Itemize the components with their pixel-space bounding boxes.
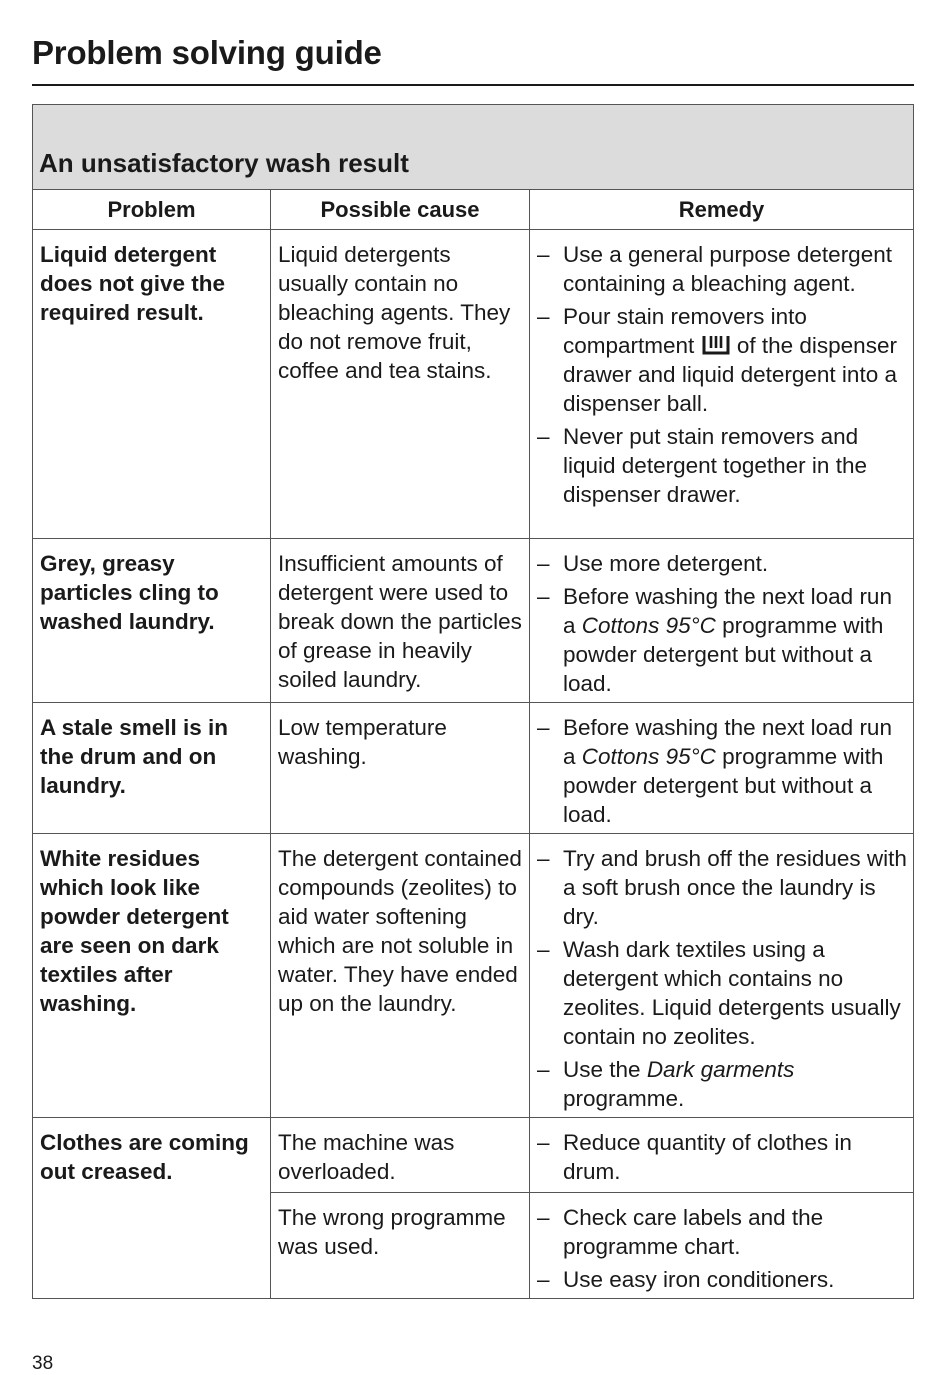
page-title: Problem solving guide [32,34,382,71]
remedy-cell [530,703,914,834]
problem-cell: Clothes are coming out creased. [33,1118,271,1299]
remedy-item [537,713,907,829]
cause-cell: Liquid detergents usually contain no bleaching agents. They do not remove fruit, coffee and tea stains. [271,230,530,539]
remedy-item: – Use more detergent. [537,549,907,578]
remedy-item: – Check care labels and the programme chart. [537,1203,907,1261]
remedy-cell [530,539,914,703]
cause-cell: The machine was overloaded. [271,1118,530,1193]
table-row [33,539,914,703]
column-header-cause: Possible cause [271,190,530,230]
remedy-text: programme with powder detergent but without a load. [563,744,884,827]
title-divider [32,84,914,86]
remedy-cell [530,834,914,1118]
cause-cell: The detergent contained compounds (zeolites) to aid water softening which are not soluble in water. They have ended up on the laundry. [271,834,530,1118]
problem-cell: White residues which look like powder detergent are seen on dark textiles after washing. [33,834,271,1118]
problem-cell: A stale smell is in the drum and on laundry. [33,703,271,834]
remedy-item: – Reduce quantity of clothes in drum. [537,1128,907,1186]
section-title: An unsatisfactory wash result [39,148,409,178]
section-header [33,105,914,190]
column-header-remedy: Remedy [530,190,914,230]
table-row [33,703,914,834]
remedy-text: programme. [563,1086,685,1111]
remedy-item: – Use a general purpose detergent containing a bleaching agent. [537,240,907,298]
cause-cell: Insufficient amounts of detergent were used to break down the particles of grease in heavily soiled laundry. [271,539,530,703]
page-number: 38 [32,1353,54,1374]
remedy-text: Before washing the next load run a [563,584,892,638]
table-row [33,1118,914,1193]
programme-name: Dark garments [646,1057,795,1082]
remedy-text: Before washing the next load run a [563,715,892,769]
programme-name: Cottons 95°C [581,613,716,638]
remedy-item [537,582,907,698]
cause-cell: The wrong programme was used. [271,1193,530,1299]
remedy-text: Pour stain removers into compartment [563,304,807,358]
problem-solving-table [32,104,914,1299]
problem-cell: Liquid detergent does not give the required result. [33,230,271,539]
cause-cell: Low temperature washing. [271,703,530,834]
remedy-cell [530,1118,914,1193]
remedy-item: – Never put stain removers and liquid detergent together in the dispenser drawer. [537,422,907,509]
problem-cell: Grey, greasy particles cling to washed laundry. [33,539,271,703]
remedy-cell [530,1193,914,1299]
remedy-text: Use the [563,1057,641,1082]
remedy-text: programme with powder detergent but without a load. [563,613,884,696]
remedy-item: – Try and brush off the residues with a soft brush once the laundry is dry. [537,844,907,931]
remedy-item: – Use easy iron conditioners. [537,1265,907,1294]
remedy-cell [530,230,914,539]
remedy-text: of the dispenser drawer and liquid detergent into a dispenser ball. [563,333,897,416]
remedy-item [537,1055,907,1113]
remedy-item: – Wash dark textiles using a detergent which contains no zeolites. Liquid detergents usually contain no zeolites. [537,935,907,1051]
stain-remover-compartment-icon [701,334,731,356]
remedy-item [537,302,907,418]
table-row [33,230,914,539]
table-row [33,834,914,1118]
programme-name: Cottons 95°C [581,744,716,769]
column-header-problem: Problem [33,190,271,230]
